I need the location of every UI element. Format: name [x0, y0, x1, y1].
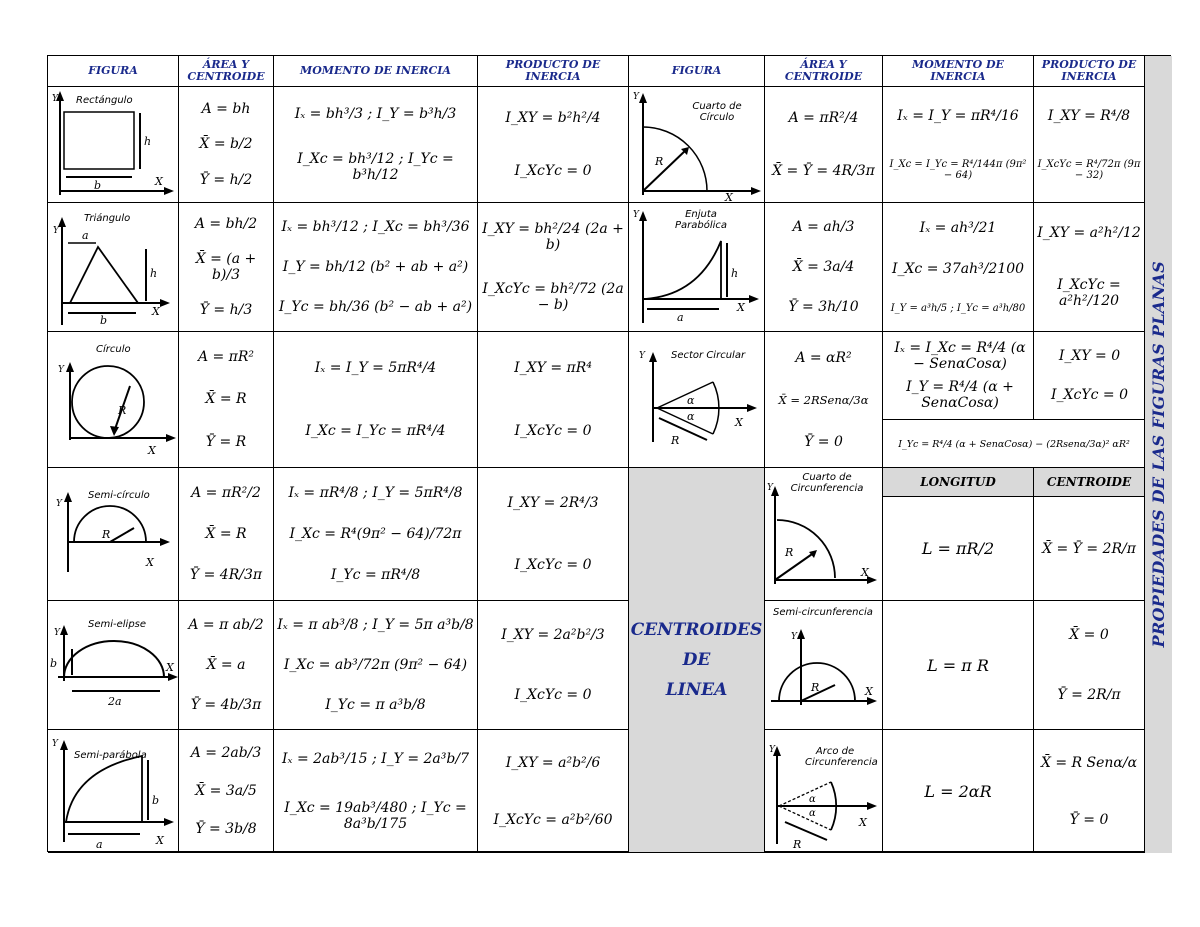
xbar-formula: X̄ = 2RSenα/3α	[778, 392, 869, 407]
centroid-formula: Ȳ = 0	[1069, 811, 1109, 828]
area-semi-ellipse	[179, 601, 274, 730]
inertia-rectangle	[274, 87, 478, 203]
length-circumference-arc	[883, 730, 1034, 853]
svg-text:X: X	[861, 566, 869, 579]
area-circle	[179, 332, 274, 468]
header-momento: MOMENTO DE INERCIA	[274, 56, 478, 87]
inertia-formula: I_Yc = πR⁴/8	[330, 567, 421, 584]
ybar-formula: Ȳ = R	[205, 433, 247, 450]
inertia-semi-parabola	[274, 730, 478, 853]
xbar-formula: X̄ = 3a/4	[792, 259, 855, 275]
header-producto-2: PRODUCTO DE INERCIA	[1034, 56, 1145, 87]
centroid-formula: X̄ = R Senα/α	[1040, 754, 1138, 771]
product-formula: I_XY = b²h²/4	[505, 109, 601, 126]
figure-semi-ellipse	[48, 601, 179, 730]
inertia-formula: I_Xc = 19ab³/480 ; I_Yc = 8a³b/175	[284, 799, 467, 832]
svg-text:Y: Y	[769, 745, 775, 755]
header-momento-2: MOMENTO DE INERCIA	[883, 56, 1034, 87]
product-formula: I_XcYc = bh²/72 (2a − b)	[482, 281, 624, 313]
side-title: PROPIEDADES DE LAS FIGURAS PLANAS	[1145, 56, 1172, 853]
xbar-formula: X̄ = (a + b)/3	[195, 250, 257, 283]
inertia-formula: Iₓ = πR⁴/8 ; I_Y = 5πR⁴/8	[288, 484, 463, 501]
inertia-triangle	[274, 203, 478, 332]
ybar-formula: Ȳ = 4R/3π	[189, 567, 263, 584]
figure-name: Rectángulo	[76, 95, 133, 106]
length-formula: L = πR/2	[921, 539, 995, 558]
inertia-quarter-circle	[883, 87, 1034, 203]
area-formula: A = αR²	[795, 349, 852, 366]
figure-name: Triángulo	[84, 213, 131, 224]
figure-parabolic-spandrel	[629, 203, 765, 332]
title-line-2: DE	[682, 650, 711, 670]
area-formula: A = bh/2	[194, 216, 258, 233]
product-formula: I_XY = a²h²/12	[1037, 225, 1141, 241]
svg-text:R: R	[102, 528, 111, 541]
figure-name: Semi-círculo	[88, 490, 150, 501]
svg-text:α: α	[809, 808, 816, 819]
area-formula: A = bh	[201, 100, 251, 117]
svg-text:X: X	[152, 305, 160, 318]
figure-semi-parabola	[48, 730, 179, 853]
ybar-formula: Ȳ = h/3	[199, 301, 253, 318]
inertia-formula: Iₓ = π ab³/8 ; I_Y = 5π a³b/8	[277, 617, 474, 633]
figure-triangle	[48, 203, 179, 332]
inertia-semi-ellipse	[274, 601, 478, 730]
ybar-formula: Ȳ = 3h/10	[788, 299, 859, 315]
product-formula: I_XcYc = 0	[1051, 387, 1128, 404]
svg-text:Y: Y	[54, 628, 60, 638]
svg-text:Y: Y	[639, 351, 645, 361]
product-semi-ellipse	[478, 601, 629, 730]
xbar-formula: X̄ = 3a/5	[195, 783, 257, 799]
inertia-circular-sector	[883, 332, 1145, 468]
product-formula: I_XcYc = 0	[514, 687, 592, 703]
product-formula: I_XY = 2R⁴/3	[507, 495, 599, 511]
svg-text:α: α	[687, 394, 695, 407]
figure-circumference-arc	[765, 730, 883, 853]
xbar-formula: X̄ = R	[205, 391, 247, 408]
svg-text:X: X	[865, 685, 873, 698]
area-formula: A = πR²/4	[788, 109, 859, 126]
inertia-formula: Iₓ = I_Y = 5πR⁴/4	[314, 359, 437, 376]
header-figura: FIGURA	[48, 56, 179, 87]
svg-text:h: h	[150, 267, 158, 280]
inertia-block	[883, 332, 1034, 420]
product-quarter-circle	[1034, 87, 1145, 203]
figure-semi-circumference	[765, 601, 883, 730]
ybar-formula: Ȳ = 0	[804, 433, 843, 450]
length-formula: L = π R	[927, 655, 989, 675]
inertia-formula: Iₓ = bh³/3 ; I_Y = b³h/3	[294, 105, 457, 122]
figure-circle	[48, 332, 179, 468]
inertia-formula: I_Xc = 37ah³/2100	[891, 261, 1025, 278]
b-label: b	[94, 179, 102, 192]
inertia-formula: I_Y = R⁴/4 (α + SenαCosα)	[906, 379, 1014, 412]
inertia-formula: I_Xc = I_Yc = πR⁴/4	[305, 423, 446, 440]
inertia-circle	[274, 332, 478, 468]
figure-name: Enjuta Parabólica	[675, 209, 728, 231]
figure-rectangle	[48, 87, 179, 203]
svg-text:Y: Y	[52, 739, 58, 749]
product-formula: I_XcYc = a²h²/120	[1057, 277, 1121, 309]
area-semi-parabola	[179, 730, 274, 853]
header-longitud: LONGITUD	[883, 468, 1033, 497]
inertia-formula: Iₓ = I_Y = πR⁴/16	[897, 108, 1019, 125]
area-formula: A = πR²	[197, 349, 255, 366]
header-area: ÁREA Y CENTROIDE	[179, 56, 274, 87]
svg-text:a: a	[96, 838, 103, 851]
product-formula: I_XcYc = 0	[514, 423, 592, 440]
ybar-formula: Ȳ = 4b/3π	[190, 697, 262, 713]
svg-text:Y: Y	[633, 210, 639, 220]
semi-parabola-diagram	[48, 730, 178, 852]
inertia-formula: I_Xc = R⁴(9π² − 64)/72π	[289, 525, 462, 542]
svg-text:R: R	[655, 155, 664, 168]
inertia-formula: I_Y = bh/12 (b² + ab + a²)	[282, 259, 469, 275]
product-formula: I_XY = 2a²b²/3	[501, 627, 605, 643]
centroid-formula: X̄ = Ȳ = 4R/3π	[772, 163, 875, 180]
svg-text:R: R	[671, 434, 680, 447]
svg-text:b: b	[100, 314, 108, 327]
figure-name: Semi-parábola	[74, 750, 147, 761]
figure-name: Arco de Circunferencia	[805, 746, 878, 768]
length-formula: L = 2αR	[924, 781, 992, 801]
svg-text:h: h	[731, 267, 739, 280]
figure-name: Semi-elipse	[88, 619, 147, 630]
centroid-semi-circumference	[1034, 601, 1145, 730]
svg-text:R: R	[793, 838, 802, 851]
inertia-semicircle	[274, 468, 478, 601]
area-triangle	[179, 203, 274, 332]
y-axis-label: Y	[52, 94, 58, 104]
inertia-formula: I_Yc = R⁴/4 (α + SenαCosα) − (2Rsenα/3α)² αR²	[898, 438, 1130, 450]
inertia-formula: Iₓ = 2ab³/15 ; I_Y = 2a³b/7	[282, 750, 469, 767]
figure-quarter-circle	[629, 87, 765, 203]
length-semi-circumference	[883, 601, 1034, 730]
product-formula: I_XcYc = 0	[514, 557, 592, 573]
svg-text:Y: Y	[791, 632, 797, 642]
svg-text:a: a	[677, 311, 684, 324]
inertia-formula: Iₓ = I_Xc = R⁴/4 (α − SenαCosα)	[894, 339, 1026, 372]
area-parabolic-spandrel	[765, 203, 883, 332]
inertia-formula: I_Yc = bh/36 (b² − ab + a²)	[278, 299, 473, 315]
svg-text:X: X	[737, 301, 745, 314]
xbar-formula: X̄ = a	[206, 657, 246, 673]
svg-text:R: R	[118, 404, 127, 417]
semicircle-diagram	[48, 468, 178, 600]
centroid-formula: X̄ = Ȳ = 2R/π	[1042, 540, 1136, 557]
line-centroids-title	[629, 468, 765, 853]
svg-text:α: α	[687, 410, 695, 423]
inertia-formula: Iₓ = bh³/12 ; I_Xc = bh³/36	[281, 219, 470, 235]
inertia-formula: I_Y = a³h/5 ; I_Yc = a³h/80	[890, 303, 1026, 315]
svg-text:R: R	[811, 681, 820, 694]
svg-text:Y: Y	[53, 226, 59, 236]
inertia-formula: I_Xc = ab³/72π (9π² − 64)	[283, 657, 468, 673]
svg-text:Y: Y	[56, 499, 62, 509]
product-formula: I_XY = πR⁴	[514, 359, 592, 376]
product-semi-parabola	[478, 730, 629, 853]
svg-text:Y: Y	[58, 365, 64, 375]
x-axis-label: X	[155, 175, 163, 188]
area-quarter-circle	[765, 87, 883, 203]
product-circle	[478, 332, 629, 468]
svg-text:X: X	[735, 416, 743, 429]
product-rectangle	[478, 87, 629, 203]
svg-text:a: a	[82, 229, 89, 242]
product-semicircle	[478, 468, 629, 601]
inertia-formula: Iₓ = ah³/21	[919, 219, 997, 236]
centroid-formula: X̄ = 0	[1069, 627, 1109, 643]
svg-text:b: b	[50, 657, 58, 670]
semi-circumference-diagram	[765, 601, 883, 729]
header-producto: PRODUCTO DE INERCIA	[478, 56, 629, 87]
length-quarter-circumference	[883, 468, 1034, 601]
header-area-2: ÁREA Y CENTROIDE	[765, 56, 883, 87]
product-formula: I_XY = R⁴/8	[1047, 108, 1131, 125]
product-parabolic-spandrel	[1034, 203, 1145, 332]
title-line-3: LINEA	[665, 680, 728, 700]
area-formula: A = ah/3	[792, 219, 855, 235]
product-formula: I_XcYc = 0	[514, 163, 592, 180]
product-formula: I_XcYc = a²b²/60	[493, 811, 613, 828]
ybar-formula: Ȳ = 3b/8	[195, 821, 257, 837]
inertia-parabolic-spandrel	[883, 203, 1034, 332]
figure-name: Semi-circunferencia	[773, 607, 873, 618]
svg-text:α: α	[809, 794, 816, 805]
xbar-formula: X̄ = b/2	[199, 136, 253, 153]
product-formula: I_XY = 0	[1058, 347, 1121, 364]
title-line-1: CENTROIDES	[630, 620, 763, 640]
inertia-formula: I_Yc = π a³b/8	[325, 697, 426, 713]
area-formula: A = 2ab/3	[190, 745, 262, 761]
figure-semicircle	[48, 468, 179, 601]
svg-text:b: b	[152, 794, 160, 807]
svg-text:2a: 2a	[108, 695, 122, 708]
area-rectangle	[179, 87, 274, 203]
area-formula: A = πR²/2	[191, 484, 261, 501]
product-formula: I_XY = bh²/24 (2a + b)	[482, 221, 624, 253]
svg-text:Y: Y	[633, 92, 639, 102]
figure-name: Círculo	[96, 344, 131, 355]
properties-table	[47, 55, 1171, 852]
inertia-formula: I_Xc = bh³/12 ; I_Yc = b³h/12	[297, 151, 454, 184]
inertia-formula: I_Xc = I_Yc = R⁴/144π (9π² − 64)	[889, 158, 1027, 181]
figure-name: Cuarto de Círculo	[692, 101, 742, 123]
centroid-quarter-circumference	[1034, 468, 1145, 601]
header-figura-2: FIGURA	[629, 56, 765, 87]
svg-text:X: X	[146, 556, 154, 569]
area-semicircle	[179, 468, 274, 601]
centroid-formula: Ȳ = 2R/π	[1057, 687, 1121, 703]
area-circular-sector	[765, 332, 883, 468]
figure-circular-sector	[629, 332, 765, 468]
header-centroide: CENTROIDE	[1034, 468, 1144, 497]
figure-name: Cuarto de Circunferencia	[790, 472, 864, 494]
figure-quarter-circumference	[765, 468, 883, 601]
centroid-circumference-arc	[1034, 730, 1145, 853]
ybar-formula: Ȳ = h/2	[199, 172, 253, 189]
figure-name: Sector Circular	[671, 350, 746, 361]
product-circular-sector	[1034, 332, 1145, 420]
svg-text:X: X	[156, 834, 164, 847]
product-formula: I_XcYc = R⁴/72π (9π − 32)	[1037, 158, 1141, 181]
svg-text:X: X	[166, 661, 174, 674]
svg-text:R: R	[785, 546, 794, 559]
svg-text:X: X	[725, 191, 733, 202]
svg-text:X: X	[859, 816, 867, 829]
product-triangle	[478, 203, 629, 332]
svg-text:Y: Y	[767, 483, 773, 493]
svg-text:X: X	[148, 444, 156, 457]
xbar-formula: X̄ = R	[205, 525, 247, 542]
h-label: h	[144, 135, 152, 148]
product-formula: I_XY = a²b²/6	[505, 754, 601, 771]
area-formula: A = π ab/2	[188, 617, 264, 633]
